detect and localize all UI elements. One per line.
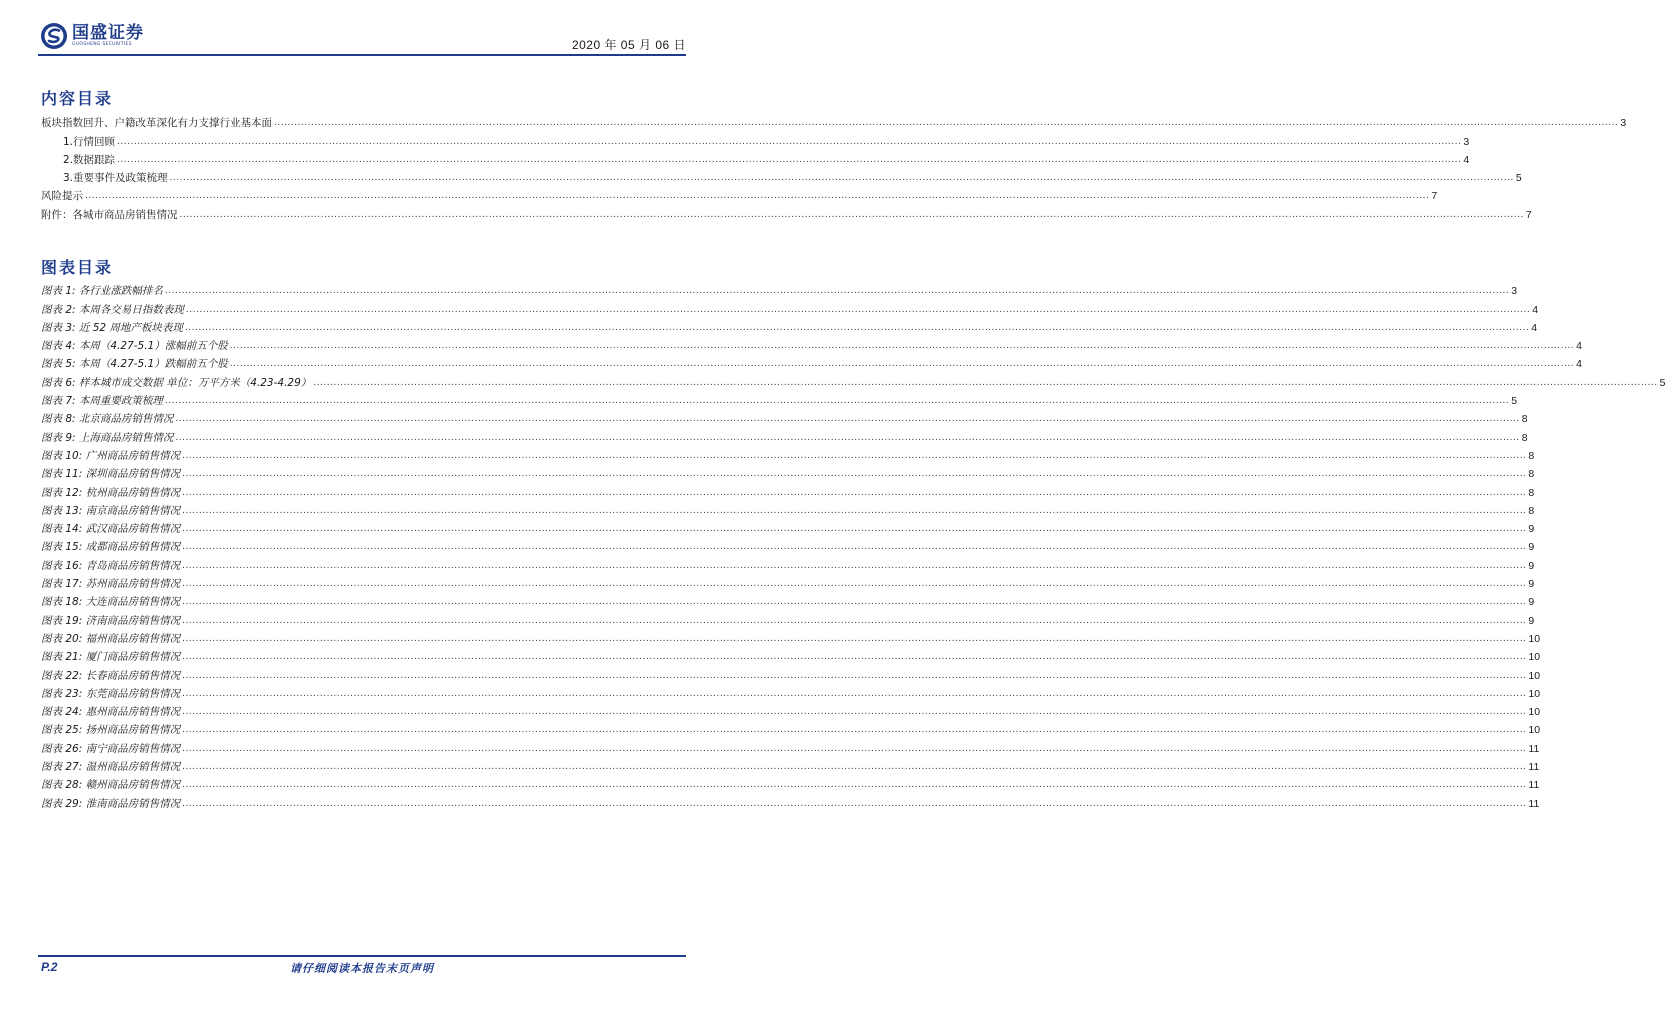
figure-entry-page: 8: [1528, 504, 1535, 517]
leader-dots: ................................................................................................................................................................................................................................................................................................................................................................................................................: [85, 191, 1430, 202]
figure-entry-label: 图表 19: 济南商品房销售情况: [41, 614, 181, 627]
figure-entry[interactable]: [41, 335, 1582, 353]
figure-entry-page: 4: [1531, 321, 1538, 334]
contents-list: [41, 112, 1627, 222]
disclaimer-note: 请仔细阅读本报告末页声明: [290, 962, 434, 975]
contents-entry-page: 3: [1463, 135, 1470, 148]
figure-entry-page: 10: [1528, 632, 1541, 645]
report-date: 2020 年 05 月 06 日: [571, 38, 686, 52]
figure-entry-page: 10: [1528, 724, 1541, 737]
contents-entry[interactable]: [41, 203, 1532, 221]
leader-dots: ................................................................................................................................................................................................................................................................................................................................................................................................................: [182, 652, 1527, 663]
figure-entry-label: 图表 13: 南京商品房销售情况: [41, 504, 181, 517]
figure-entry-label: 图表 6: 样本城市成交数据 单位：万平方米（4.23-4.29）: [41, 376, 312, 389]
figure-entry[interactable]: [41, 317, 1538, 335]
figure-entry-label: 图表 10: 广州商品房销售情况: [41, 449, 181, 462]
leader-dots: ................................................................................................................................................................................................................................................................................................................................................................................................................: [182, 487, 1527, 498]
leader-dots: ................................................................................................................................................................................................................................................................................................................................................................................................................: [182, 505, 1527, 516]
figure-entry[interactable]: [41, 426, 1528, 444]
figure-entry[interactable]: [41, 445, 1535, 463]
contents-entry-label: 3.重要事件及政策梳理: [63, 172, 168, 185]
leader-dots: ................................................................................................................................................................................................................................................................................................................................................................................................................: [164, 396, 1510, 407]
figure-entry-page: 5: [1511, 395, 1518, 408]
contents-entry-page: 7: [1431, 190, 1438, 203]
figure-entry-page: 8: [1528, 449, 1535, 462]
leader-dots: ................................................................................................................................................................................................................................................................................................................................................................................................................: [182, 707, 1527, 718]
figure-entry-label: 图表 9: 上海商品房销售情况: [41, 431, 174, 444]
figure-entry[interactable]: [41, 573, 1535, 591]
contents-entry-page: 4: [1463, 153, 1470, 166]
leader-dots: ................................................................................................................................................................................................................................................................................................................................................................................................................: [182, 560, 1527, 571]
figure-entry-label: 图表 25: 扬州商品房销售情况: [41, 724, 181, 737]
leader-dots: ................................................................................................................................................................................................................................................................................................................................................................................................................: [175, 414, 1520, 425]
page-header: [38, 20, 686, 56]
figure-entry[interactable]: [41, 353, 1582, 371]
brand-logo: [40, 22, 144, 50]
figure-entry-page: 9: [1528, 523, 1535, 536]
contents-entry-page: 7: [1525, 208, 1532, 221]
leader-dots: ................................................................................................................................................................................................................................................................................................................................................................................................................: [182, 725, 1527, 736]
figures-title: 图表目录: [41, 258, 114, 277]
contents-entry[interactable]: [41, 130, 1470, 148]
leader-dots: ................................................................................................................................................................................................................................................................................................................................................................................................................: [182, 780, 1527, 791]
figure-entry-label: 图表 20: 福州商品房销售情况: [41, 632, 181, 645]
figure-entry-label: 图表 12: 杭州商品房销售情况: [41, 486, 181, 499]
brand-name-cn: 国盛证券: [72, 23, 144, 43]
leader-dots: ................................................................................................................................................................................................................................................................................................................................................................................................................: [313, 377, 1658, 388]
leader-dots: ................................................................................................................................................................................................................................................................................................................................................................................................................: [182, 743, 1527, 754]
figure-entry[interactable]: [41, 628, 1541, 646]
figure-entry-label: 图表 11: 深圳商品房销售情况: [41, 468, 181, 481]
figure-entry-page: 10: [1528, 706, 1541, 719]
figure-entry-page: 9: [1528, 541, 1535, 554]
leader-dots: ................................................................................................................................................................................................................................................................................................................................................................................................................: [179, 209, 1524, 220]
contents-entry-label: 1.行情回顾: [63, 135, 116, 148]
footer-rule: [38, 955, 686, 957]
leader-dots: ................................................................................................................................................................................................................................................................................................................................................................................................................: [182, 688, 1527, 699]
figure-entry-label: 图表 16: 青岛商品房销售情况: [41, 559, 181, 572]
figure-entry-label: 图表 24: 惠州商品房销售情况: [41, 706, 181, 719]
leader-dots: ................................................................................................................................................................................................................................................................................................................................................................................................................: [182, 469, 1527, 480]
figure-entry-page: 3: [1511, 285, 1518, 298]
leader-dots: ................................................................................................................................................................................................................................................................................................................................................................................................................: [185, 304, 1531, 315]
figure-entry[interactable]: [41, 554, 1535, 572]
figure-entry[interactable]: [41, 518, 1535, 536]
leader-dots: ................................................................................................................................................................................................................................................................................................................................................................................................................: [229, 359, 1575, 370]
figure-entry-label: 图表 28: 赣州商品房销售情况: [41, 779, 181, 792]
figure-entry-label: 图表 4: 本周（4.27-5.1）涨幅前五个股: [41, 340, 228, 353]
figure-entry[interactable]: [41, 298, 1539, 316]
figure-entry-label: 图表 1: 各行业涨跌幅排名: [41, 285, 163, 298]
contents-title: 内容目录: [41, 89, 114, 108]
figure-entry-label: 图表 23: 东莞商品房销售情况: [41, 687, 181, 700]
figure-entry-page: 11: [1528, 761, 1540, 774]
figure-entry[interactable]: [41, 756, 1540, 774]
contents-entry[interactable]: [41, 185, 1438, 203]
figure-entry-label: 图表 2: 本周各交易日指数表现: [41, 303, 184, 316]
figure-entry[interactable]: [41, 536, 1535, 554]
figure-entry[interactable]: [41, 719, 1541, 737]
figure-entry-label: 图表 7: 本周重要政策梳理: [41, 395, 163, 408]
leader-dots: ................................................................................................................................................................................................................................................................................................................................................................................................................: [182, 762, 1527, 773]
leader-dots: ................................................................................................................................................................................................................................................................................................................................................................................................................: [182, 615, 1527, 626]
leader-dots: ................................................................................................................................................................................................................................................................................................................................................................................................................: [169, 173, 1514, 184]
figure-entry[interactable]: [41, 774, 1540, 792]
guosheng-logo-icon: [40, 22, 68, 50]
contents-entry-label: 2.数据跟踪: [63, 153, 116, 166]
brand-name-en: GUOSHENG SECURITIES: [72, 42, 132, 47]
figure-entry-page: 9: [1528, 559, 1535, 572]
figure-entry-label: 图表 5: 本周（4.27-5.1）跌幅前五个股: [41, 358, 228, 371]
figure-entry-page: 4: [1576, 340, 1582, 353]
figure-entry-page: 11: [1528, 797, 1540, 810]
figure-entry-label: 图表 18: 大连商品房销售情况: [41, 596, 181, 609]
figure-entry[interactable]: [41, 737, 1540, 755]
figure-entry-page: 8: [1528, 468, 1535, 481]
leader-dots: ................................................................................................................................................................................................................................................................................................................................................................................................................: [182, 524, 1527, 535]
leader-dots: ................................................................................................................................................................................................................................................................................................................................................................................................................: [182, 798, 1527, 809]
figure-entry-label: 图表 27: 温州商品房销售情况: [41, 761, 181, 774]
leader-dots: ................................................................................................................................................................................................................................................................................................................................................................................................................: [182, 450, 1527, 461]
leader-dots: ................................................................................................................................................................................................................................................................................................................................................................................................................: [184, 322, 1530, 333]
leader-dots: ................................................................................................................................................................................................................................................................................................................................................................................................................: [182, 597, 1527, 608]
figure-entry-label: 图表 22: 长春商品房销售情况: [41, 669, 181, 682]
figure-entry[interactable]: [41, 792, 1540, 810]
figure-entry[interactable]: [41, 280, 1518, 298]
figure-entry-page: 8: [1521, 431, 1528, 444]
figure-entry[interactable]: [41, 500, 1535, 518]
leader-dots: ................................................................................................................................................................................................................................................................................................................................................................................................................: [182, 579, 1527, 590]
figure-entry-page: 9: [1528, 596, 1535, 609]
figure-entry-page: 11: [1528, 779, 1540, 792]
figure-entry-label: 图表 21: 厦门商品房销售情况: [41, 651, 181, 664]
leader-dots: ................................................................................................................................................................................................................................................................................................................................................................................................................: [117, 154, 1462, 165]
figure-entry-page: 8: [1528, 486, 1535, 499]
figure-entry[interactable]: [41, 591, 1535, 609]
figure-entry-label: 图表 15: 成都商品房销售情况: [41, 541, 181, 554]
figure-entry[interactable]: [41, 664, 1541, 682]
contents-entry[interactable]: [41, 167, 1522, 185]
figure-entry[interactable]: [41, 646, 1541, 664]
leader-dots: ................................................................................................................................................................................................................................................................................................................................................................................................................: [182, 633, 1527, 644]
leader-dots: ................................................................................................................................................................................................................................................................................................................................................................................................................: [117, 136, 1462, 147]
figure-entry[interactable]: [41, 408, 1528, 426]
figure-entry-label: 图表 14: 武汉商品房销售情况: [41, 523, 181, 536]
leader-dots: ................................................................................................................................................................................................................................................................................................................................................................................................................: [274, 118, 1619, 129]
figure-entry-page: 4: [1576, 358, 1582, 371]
leader-dots: ................................................................................................................................................................................................................................................................................................................................................................................................................: [182, 542, 1527, 553]
page-number: P.2: [41, 960, 58, 974]
figure-entry-label: 图表 17: 苏州商品房销售情况: [41, 578, 181, 591]
leader-dots: ................................................................................................................................................................................................................................................................................................................................................................................................................: [175, 432, 1520, 443]
figure-entry-label: 图表 3: 近 52 周地产板块表现: [41, 321, 183, 334]
figure-entry-label: 图表 29: 淮南商品房销售情况: [41, 797, 181, 810]
contents-entry[interactable]: [41, 112, 1627, 130]
header-rule: [38, 54, 686, 56]
figure-entry[interactable]: [41, 463, 1535, 481]
figure-entry-page: 10: [1528, 669, 1541, 682]
figures-list: [41, 280, 1665, 811]
figure-entry[interactable]: [41, 683, 1541, 701]
contents-entry[interactable]: [41, 149, 1470, 167]
leader-dots: ................................................................................................................................................................................................................................................................................................................................................................................................................: [182, 670, 1527, 681]
contents-entry-label: 板块指数回升、户籍改革深化有力支撑行业基本面: [41, 117, 272, 130]
figure-entry-page: 5: [1659, 376, 1665, 389]
figure-entry-label: 图表 26: 南宁商品房销售情况: [41, 742, 181, 755]
leader-dots: ................................................................................................................................................................................................................................................................................................................................................................................................................: [164, 286, 1510, 297]
figure-entry-page: 11: [1528, 742, 1540, 755]
figure-entry[interactable]: [41, 390, 1518, 408]
figure-entry-page: 10: [1528, 651, 1541, 664]
figure-entry[interactable]: [41, 371, 1665, 389]
figure-entry-page: 4: [1532, 303, 1539, 316]
contents-entry-page: 3: [1620, 117, 1627, 130]
figure-entry-page: 9: [1528, 578, 1535, 591]
figure-entry-page: 10: [1528, 687, 1541, 700]
figure-entry[interactable]: [41, 481, 1535, 499]
contents-entry-page: 5: [1515, 172, 1522, 185]
figure-entry-page: 9: [1528, 614, 1535, 627]
figure-entry-label: 图表 8: 北京商品房销售情况: [41, 413, 174, 426]
figure-entry-page: 8: [1521, 413, 1528, 426]
contents-entry-label: 风险提示: [41, 190, 83, 203]
figure-entry[interactable]: [41, 701, 1541, 719]
contents-entry-label: 附件：各城市商品房销售情况: [41, 208, 178, 221]
figure-entry[interactable]: [41, 609, 1535, 627]
leader-dots: ................................................................................................................................................................................................................................................................................................................................................................................................................: [229, 341, 1575, 352]
